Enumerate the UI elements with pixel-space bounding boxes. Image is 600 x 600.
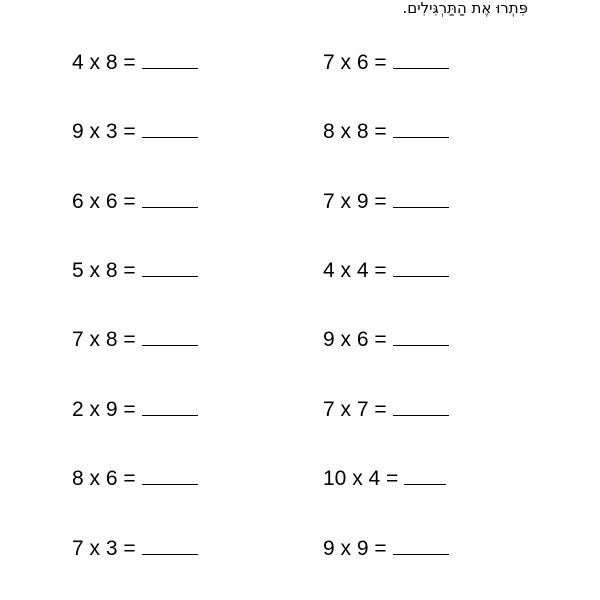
problem-item: [323, 464, 446, 494]
problem-expression: 6 x 6 =: [72, 190, 136, 213]
problem-expression: 8 x 8 =: [323, 120, 387, 143]
problem-item: [323, 48, 449, 78]
problem-expression: 7 x 3 =: [72, 537, 136, 560]
answer-blank[interactable]: [393, 189, 449, 208]
problem-item: [72, 325, 198, 355]
answer-blank[interactable]: [404, 466, 446, 485]
answer-blank[interactable]: [393, 327, 449, 346]
answer-blank[interactable]: [142, 189, 198, 208]
answer-blank[interactable]: [142, 258, 198, 277]
problem-item: [323, 395, 449, 425]
answer-blank[interactable]: [142, 466, 198, 485]
problem-item: [323, 534, 449, 564]
answer-blank[interactable]: [142, 50, 198, 69]
answer-blank[interactable]: [393, 50, 449, 69]
answer-blank[interactable]: [393, 119, 449, 138]
answer-blank[interactable]: [142, 536, 198, 555]
right-column: [323, 0, 563, 600]
problem-expression: 7 x 7 =: [323, 398, 387, 421]
problem-item: [323, 117, 449, 147]
problem-expression: 9 x 3 =: [72, 120, 136, 143]
problem-item: [72, 256, 198, 286]
answer-blank[interactable]: [142, 119, 198, 138]
problem-item: [72, 395, 198, 425]
problem-expression: 9 x 9 =: [323, 537, 387, 560]
problem-item: [72, 117, 198, 147]
problem-item: [72, 187, 198, 217]
problem-expression: 4 x 4 =: [323, 259, 387, 282]
problem-expression: 7 x 8 =: [72, 328, 136, 351]
problem-expression: 9 x 6 =: [323, 328, 387, 351]
problem-expression: 4 x 8 =: [72, 51, 136, 74]
answer-blank[interactable]: [142, 397, 198, 416]
left-column: [72, 0, 312, 600]
problem-item: [323, 325, 449, 355]
problem-item: [72, 534, 198, 564]
problem-item: [72, 464, 198, 494]
problem-expression: 8 x 6 =: [72, 467, 136, 490]
problem-expression: 7 x 9 =: [323, 190, 387, 213]
problem-expression: 5 x 8 =: [72, 259, 136, 282]
problem-item: [72, 48, 198, 78]
worksheet-instruction: פִּתְרוּ אֶת הַתַּרְגִּילִים.: [402, 0, 528, 17]
problem-expression: 10 x 4 =: [323, 467, 399, 490]
answer-blank[interactable]: [393, 397, 449, 416]
answer-blank[interactable]: [142, 327, 198, 346]
problem-expression: 2 x 9 =: [72, 398, 136, 421]
problem-item: [323, 256, 449, 286]
answer-blank[interactable]: [393, 258, 449, 277]
problem-expression: 7 x 6 =: [323, 51, 387, 74]
problem-item: [323, 187, 449, 217]
answer-blank[interactable]: [393, 536, 449, 555]
